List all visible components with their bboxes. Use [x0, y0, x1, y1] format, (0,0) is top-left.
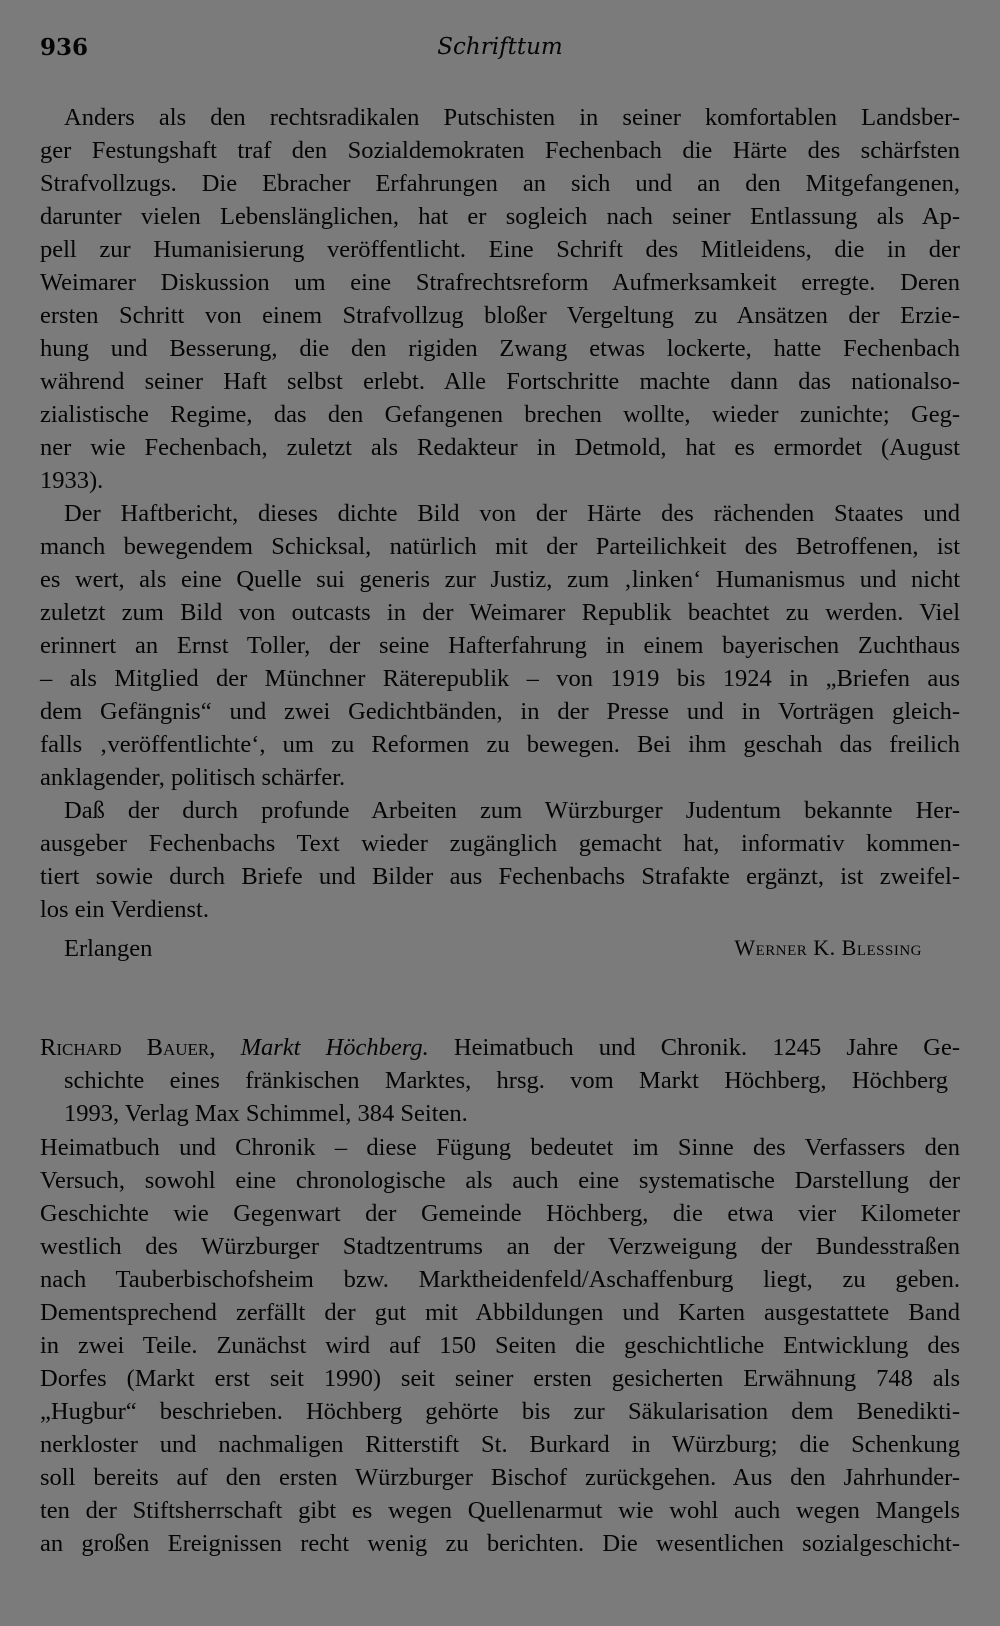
signature-name: Werner K. Blessing — [734, 935, 922, 960]
text-line: tiert sowie durch Briefe und Bilder aus Fechenbachs Strafakte ergänzt, ist zweifel- — [40, 863, 960, 890]
text-line: Strafvollzugs. Die Ebracher Erfahrungen an sich und an den Mitgefangenen, — [40, 170, 960, 197]
text-line: dem Gefängnis“ und zwei Gedichtbänden, in der Presse und in Vorträgen gleich- — [40, 698, 960, 725]
signature-place: Erlangen — [64, 935, 153, 962]
text-line: darunter vielen Lebenslänglichen, hat er sogleich nach seiner Entlassung als Ap- — [40, 203, 960, 230]
text-line: ten der Stiftsherrschaft gibt es wegen Quellenarmut wie wohl auch wegen Mangels — [40, 1497, 960, 1524]
text-line: nach Tauberbischofsheim bzw. Marktheidenfeld/Aschaffenburg liegt, zu geben. — [40, 1266, 960, 1293]
reference-text: Heimatbuch und Chronik. 1245 Jahre Ge- — [428, 1034, 960, 1061]
text-line: Der Haftbericht, dieses dichte Bild von der Härte des rächenden Staates und — [64, 500, 960, 527]
text-line: ausgeber Fechenbachs Text wieder zugänglich gemacht hat, informativ kommen- — [40, 830, 960, 857]
text-line: es wert, als eine Quelle sui generis zur Justiz, zum ‚linken‘ Humanismus und nicht — [40, 566, 960, 593]
running-title: Schrifttum — [437, 34, 563, 60]
text-line: westlich des Würzburger Stadtzentrums an der Verzweigung der Bundesstraßen — [40, 1233, 960, 1260]
reference-author: Richard Bauer, — [40, 1034, 216, 1061]
text-line: ersten Schritt von einem Strafvollzug bloßer Vergeltung zu Ansätzen der Erzie- — [40, 302, 960, 329]
text-line: Anders als den rechtsradikalen Putschisten in seiner komfortablen Landsber- — [64, 104, 960, 131]
text-line: erinnert an Ernst Toller, der seine Hafterfahrung in einem bayerischen Zuchthaus — [40, 632, 960, 659]
text-line: falls ‚veröffentlichte‘, um zu Reformen zu bewegen. Bei ihm geschah das freilich — [40, 731, 960, 758]
text-line: Weimarer Diskussion um eine Strafrechtsreform Aufmerksamkeit erregte. Deren — [40, 269, 960, 296]
book-reference-line: 1993, Verlag Max Schimmel, 384 Seiten. — [64, 1100, 468, 1127]
reference-title: Markt Höchberg. — [240, 1034, 429, 1061]
text-line: in zwei Teile. Zunächst wird auf 150 Seiten die geschichtliche Entwicklung des — [40, 1332, 960, 1359]
text-line: 1933). — [40, 467, 104, 494]
text-line: Heimatbuch und Chronik – diese Fügung bedeutet im Sinne des Verfassers den — [40, 1134, 960, 1161]
text-line: an großen Ereignissen recht wenig zu berichten. Die wesentlichen sozialgeschicht- — [40, 1530, 960, 1557]
text-line: pell zur Humanisierung veröffentlicht. Eine Schrift des Mitleidens, die in der — [40, 236, 960, 263]
text-line: Daß der durch profunde Arbeiten zum Würzburger Judentum bekannte Her- — [64, 797, 960, 824]
text-line: – als Mitglied der Münchner Räterepublik – von 1919 bis 1924 in „Briefen aus — [40, 665, 960, 692]
text-line: soll bereits auf den ersten Würzburger Bischof zurückgehen. Aus den Jahrhunder- — [40, 1464, 960, 1491]
text-line: ner wie Fechenbach, zuletzt als Redakteur in Detmold, hat es ermordet (August — [40, 434, 960, 461]
text-line: Dementsprechend zerfällt der gut mit Abbildungen und Karten ausgestattete Band — [40, 1299, 960, 1326]
book-reference-line: schichte eines fränkischen Marktes, hrsg. vom Markt Höchberg, Höchberg — [64, 1067, 948, 1094]
text-line: nerkloster und nachmaligen Ritterstift St. Burkard in Würzburg; die Schenkung — [40, 1431, 960, 1458]
text-line: hung und Besserung, die den rigiden Zwang etwas lockerte, hatte Fechenbach — [40, 335, 960, 362]
page-header — [40, 34, 960, 70]
text-line: Dorfes (Markt erst seit 1990) seit seiner ersten gesicherten Erwähnung 748 als — [40, 1365, 960, 1392]
text-line: Geschichte wie Gegenwart der Gemeinde Höchberg, die etwa vier Kilometer — [40, 1200, 960, 1227]
text-line: „Hugbur“ beschrieben. Höchberg gehörte bis zur Säkularisation dem Benedikti- — [40, 1398, 960, 1425]
text-line: ger Festungshaft traf den Sozialdemokraten Fechenbach die Härte des schärfsten — [40, 137, 960, 164]
page-number: 936 — [40, 34, 89, 61]
book-reference-line — [40, 1031, 960, 1064]
text-line: los ein Verdienst. — [40, 896, 209, 923]
text-line: anklagender, politisch schärfer. — [40, 764, 346, 791]
text-line: Versuch, sowohl eine chronologische als auch eine systematische Darstellung der — [40, 1167, 960, 1194]
text-line: zuletzt zum Bild von outcasts in der Weimarer Republik beachtet zu werden. Viel — [40, 599, 960, 626]
text-line: zialistische Regime, das den Gefangenen brechen wollte, wieder zunichte; Geg- — [40, 401, 960, 428]
text-line: während seiner Haft selbst erlebt. Alle Fortschritte machte dann das nationalso- — [40, 368, 960, 395]
text-line: manch bewegendem Schicksal, natürlich mit der Parteilichkeit des Betroffenen, ist — [40, 533, 960, 560]
